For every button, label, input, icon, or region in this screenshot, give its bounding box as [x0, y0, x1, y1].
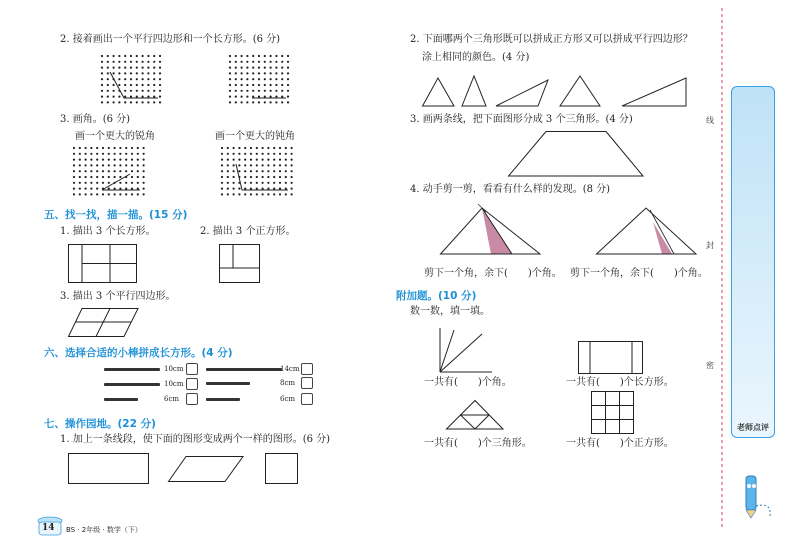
count-triangles: 一共有( )个三角形。 [424, 438, 532, 449]
stick-checkbox[interactable] [186, 393, 198, 405]
given-line-segments-1 [100, 54, 164, 104]
cut-mark-xian: 线 [706, 116, 714, 125]
triangle-1[interactable] [423, 78, 455, 106]
stick-length: 6cm [280, 395, 296, 403]
teacher-comment-label: 老师点评 [737, 422, 769, 432]
stick-checkbox[interactable] [186, 378, 198, 390]
given-acute-angle [72, 146, 150, 196]
r-q4-title: 4. 动手剪一剪，看看有什么样的发现。(8 分) [410, 184, 611, 195]
cut-line [720, 8, 724, 528]
stick-10cm-b [104, 383, 160, 386]
parallelogram-shape[interactable] [168, 456, 244, 482]
count-squares: 一共有( )个正方形。 [566, 438, 674, 449]
stick-10cm-a [104, 368, 160, 371]
triangle-3[interactable] [496, 80, 548, 106]
count-rects: 一共有( )个长方形。 [566, 377, 674, 388]
section-7-title: 七、操作园地。(22 分) [44, 418, 156, 430]
cut-triangle-right[interactable] [596, 204, 698, 256]
sec5-q2: 2. 描出 3 个正方形。 [200, 226, 296, 237]
parallelogram-figure[interactable] [68, 308, 140, 338]
footer-text: BS · 2年级 · 数学（下） [66, 526, 142, 534]
stick-length: 8cm [280, 379, 296, 387]
bonus-title: 附加题。(10 分) [396, 290, 477, 302]
square-figure[interactable] [219, 244, 261, 284]
count-angles: 一共有( )个角。 [424, 377, 512, 388]
sec7-q1: 1. 加上一条线段，使下面的图形变成两个一样的图形。(6 分) [60, 434, 331, 445]
given-line-segments-2 [228, 54, 292, 104]
r-q2-title: 2. 下面哪两个三角形既可以拼成正方形又可以拼成平行四边形？ [410, 34, 693, 45]
stick-14cm [206, 368, 282, 371]
stick-checkbox[interactable] [186, 363, 198, 375]
triangle-5[interactable] [622, 78, 686, 106]
section-6-title: 六、选择合适的小棒拼成长方形。(4 分) [44, 347, 233, 359]
sec5-q3: 3. 描出 3 个平行四边形。 [60, 291, 176, 302]
section-5-title: 五、找一找，描一描。(15 分) [44, 209, 188, 221]
teacher-comment-panel [731, 86, 775, 438]
stick-length: 14cm [280, 365, 300, 373]
stick-checkbox[interactable] [301, 377, 313, 389]
triangle-2[interactable] [462, 76, 486, 106]
page-number: 14 [42, 523, 55, 533]
stick-length: 10cm [164, 365, 184, 373]
acute-angle-caption: 画一个更大的锐角 [75, 131, 155, 142]
cut-mark-feng: 封 [706, 241, 714, 250]
q2-title: 2. 接着画出一个平行四边形和一个长方形。(6 分) [60, 34, 281, 45]
pencil-mascot-icon [732, 474, 778, 522]
given-obtuse-angle [220, 146, 298, 196]
square-shape[interactable] [265, 453, 299, 485]
r-q3-title: 3. 画两条线，把下面图形分成 3 个三角形。(4 分) [410, 114, 633, 125]
triangles-row [422, 74, 692, 108]
cut-triangle-left[interactable] [440, 204, 542, 256]
rectangle-shape[interactable] [68, 453, 150, 485]
stick-8cm [206, 382, 250, 385]
squares-count-figure [591, 391, 635, 435]
stick-6cm-b [206, 398, 240, 401]
q3-title: 3. 画角。(6 分) [60, 114, 131, 125]
stick-length: 6cm [164, 395, 180, 403]
cut-mark-mi: 密 [706, 361, 714, 370]
bonus-sub: 数一数，填一填。 [410, 306, 490, 317]
rectangle-figure[interactable] [68, 244, 138, 284]
r-q2-sub: 涂上相同的颜色。(4 分) [422, 52, 530, 63]
sec5-q1: 1. 描出 3 个长方形。 [60, 226, 156, 237]
rectangles-count-figure [578, 341, 644, 375]
angles-fan-figure [430, 326, 494, 376]
triangle-4[interactable] [560, 76, 600, 106]
cut-right-answer: 剪下一个角，余下( )个角。 [570, 268, 708, 279]
stick-checkbox[interactable] [301, 393, 313, 405]
trapezoid-figure[interactable] [508, 131, 644, 177]
stick-checkbox[interactable] [301, 363, 313, 375]
triangles-count-figure [446, 400, 504, 430]
cut-left-answer: 剪下一个角，余下( )个角。 [424, 268, 562, 279]
stick-6cm-a [104, 398, 138, 401]
stick-length: 10cm [164, 380, 184, 388]
obtuse-angle-caption: 画一个更大的钝角 [215, 131, 295, 142]
